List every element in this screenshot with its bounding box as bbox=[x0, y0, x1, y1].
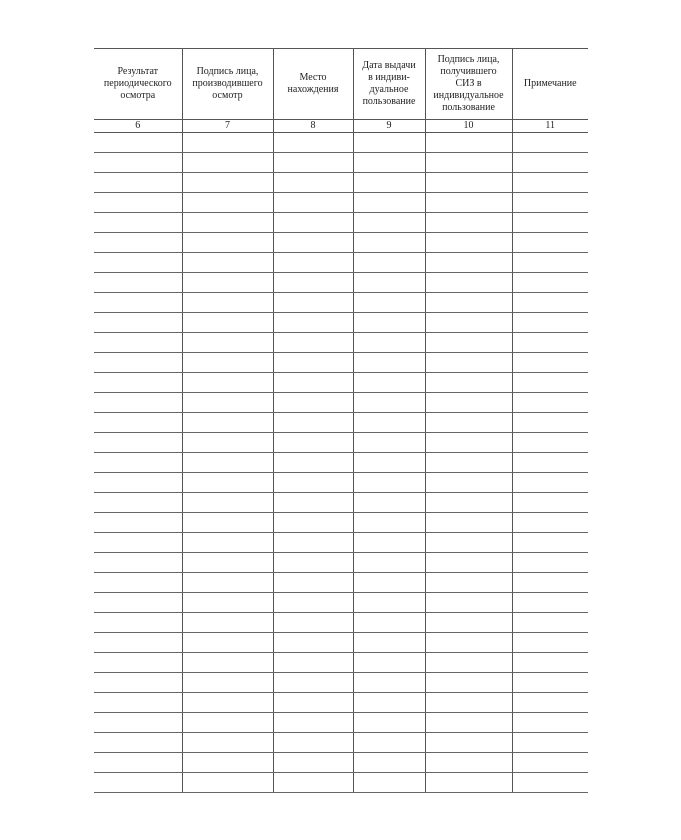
table-cell bbox=[512, 253, 588, 273]
table-row bbox=[94, 533, 588, 553]
table-cell bbox=[425, 193, 512, 213]
table-cell bbox=[182, 773, 273, 793]
table-cell bbox=[353, 133, 425, 153]
table-cell bbox=[182, 173, 273, 193]
table-cell bbox=[353, 733, 425, 753]
table-cell bbox=[182, 153, 273, 173]
table-row bbox=[94, 773, 588, 793]
table-row bbox=[94, 433, 588, 453]
table-cell bbox=[94, 373, 182, 393]
table-row bbox=[94, 293, 588, 313]
table-cell bbox=[273, 473, 353, 493]
table-cell bbox=[182, 433, 273, 453]
table-cell bbox=[182, 393, 273, 413]
table-row bbox=[94, 693, 588, 713]
table-cell bbox=[182, 253, 273, 273]
table-cell bbox=[273, 333, 353, 353]
table-row bbox=[94, 233, 588, 253]
table-cell bbox=[273, 493, 353, 513]
table-row bbox=[94, 573, 588, 593]
table-cell bbox=[425, 373, 512, 393]
table-cell bbox=[512, 733, 588, 753]
table-cell bbox=[182, 233, 273, 253]
table-cell bbox=[182, 633, 273, 653]
table-row bbox=[94, 713, 588, 733]
column-number: 9 bbox=[353, 120, 425, 133]
table-cell bbox=[512, 213, 588, 233]
table-cell bbox=[94, 293, 182, 313]
table-cell bbox=[353, 233, 425, 253]
table-cell bbox=[353, 213, 425, 233]
table-cell bbox=[273, 673, 353, 693]
table-cell bbox=[94, 233, 182, 253]
table-cell bbox=[512, 413, 588, 433]
table-cell bbox=[182, 713, 273, 733]
table-cell bbox=[353, 173, 425, 193]
table-row bbox=[94, 553, 588, 573]
table-cell bbox=[273, 693, 353, 713]
table-cell bbox=[425, 393, 512, 413]
table-cell bbox=[425, 253, 512, 273]
table-cell bbox=[425, 333, 512, 353]
table-cell bbox=[273, 313, 353, 333]
table-cell bbox=[273, 633, 353, 653]
table-cell bbox=[353, 553, 425, 573]
table-cell bbox=[94, 413, 182, 433]
table-cell bbox=[425, 493, 512, 513]
table-cell bbox=[273, 433, 353, 453]
table-cell bbox=[273, 373, 353, 393]
table-cell bbox=[425, 473, 512, 493]
header-issue-date: Дата выдачи в индиви- дуальное пользование bbox=[353, 49, 425, 120]
table-cell bbox=[425, 613, 512, 633]
table-cell bbox=[273, 733, 353, 753]
table-row bbox=[94, 213, 588, 233]
column-number: 11 bbox=[512, 120, 588, 133]
table-cell bbox=[273, 773, 353, 793]
table-cell bbox=[94, 713, 182, 733]
table-cell bbox=[512, 653, 588, 673]
table-cell bbox=[182, 753, 273, 773]
table-cell bbox=[182, 133, 273, 153]
table-cell bbox=[182, 693, 273, 713]
table-cell bbox=[94, 773, 182, 793]
table-cell bbox=[353, 573, 425, 593]
table-row bbox=[94, 253, 588, 273]
table-cell bbox=[94, 133, 182, 153]
table-cell bbox=[425, 673, 512, 693]
table-cell bbox=[425, 453, 512, 473]
table-cell bbox=[94, 673, 182, 693]
table-row bbox=[94, 753, 588, 773]
table-cell bbox=[425, 553, 512, 573]
table-row bbox=[94, 373, 588, 393]
header-location: Место нахождения bbox=[273, 49, 353, 120]
table-cell bbox=[182, 473, 273, 493]
table-cell bbox=[425, 153, 512, 173]
table-cell bbox=[94, 313, 182, 333]
table-row bbox=[94, 493, 588, 513]
table-cell bbox=[425, 173, 512, 193]
table-cell bbox=[512, 573, 588, 593]
table-cell bbox=[94, 173, 182, 193]
table-cell bbox=[425, 133, 512, 153]
table-cell bbox=[512, 373, 588, 393]
table-cell bbox=[182, 573, 273, 593]
table-cell bbox=[182, 193, 273, 213]
table-row bbox=[94, 153, 588, 173]
table-cell bbox=[353, 293, 425, 313]
table-cell bbox=[425, 233, 512, 253]
table-cell bbox=[425, 693, 512, 713]
inspection-log-table bbox=[94, 48, 588, 793]
table-cell bbox=[182, 513, 273, 533]
table-cell bbox=[273, 533, 353, 553]
table-cell bbox=[94, 193, 182, 213]
table-cell bbox=[512, 613, 588, 633]
table-cell bbox=[182, 493, 273, 513]
table-cell bbox=[425, 573, 512, 593]
table-row bbox=[94, 733, 588, 753]
table-cell bbox=[182, 273, 273, 293]
table-cell bbox=[425, 273, 512, 293]
table-cell bbox=[273, 573, 353, 593]
table-cell bbox=[512, 693, 588, 713]
table-cell bbox=[182, 553, 273, 573]
table-cell bbox=[512, 233, 588, 253]
table-cell bbox=[512, 273, 588, 293]
table-cell bbox=[94, 593, 182, 613]
table-cell bbox=[353, 273, 425, 293]
table-cell bbox=[353, 373, 425, 393]
table-cell bbox=[94, 433, 182, 453]
table-cell bbox=[94, 573, 182, 593]
table-cell bbox=[512, 393, 588, 413]
table-cell bbox=[94, 493, 182, 513]
table-cell bbox=[353, 593, 425, 613]
table-cell bbox=[353, 473, 425, 493]
table-cell bbox=[94, 553, 182, 573]
table-body bbox=[94, 133, 588, 793]
table-cell bbox=[353, 753, 425, 773]
table-cell bbox=[512, 753, 588, 773]
table-cell bbox=[512, 713, 588, 733]
table-cell bbox=[182, 613, 273, 633]
header-note: Примечание bbox=[512, 49, 588, 120]
table-cell bbox=[182, 453, 273, 473]
table-cell bbox=[512, 553, 588, 573]
column-number: 7 bbox=[182, 120, 273, 133]
table-cell bbox=[353, 613, 425, 633]
table-cell bbox=[182, 673, 273, 693]
table-cell bbox=[182, 533, 273, 553]
table-cell bbox=[353, 353, 425, 373]
table-cell bbox=[512, 773, 588, 793]
table-row bbox=[94, 173, 588, 193]
table-cell bbox=[512, 193, 588, 213]
table-cell bbox=[425, 513, 512, 533]
table-cell bbox=[512, 493, 588, 513]
table-row bbox=[94, 453, 588, 473]
table-cell bbox=[273, 233, 353, 253]
table-cell bbox=[353, 453, 425, 473]
table-cell bbox=[512, 313, 588, 333]
table-cell bbox=[182, 333, 273, 353]
table-row bbox=[94, 633, 588, 653]
table-cell bbox=[512, 173, 588, 193]
table-cell bbox=[273, 393, 353, 413]
table-cell bbox=[353, 633, 425, 653]
table-cell bbox=[353, 253, 425, 273]
table-cell bbox=[425, 413, 512, 433]
table-cell bbox=[94, 533, 182, 553]
table-cell bbox=[512, 673, 588, 693]
table-cell bbox=[273, 713, 353, 733]
table-cell bbox=[353, 493, 425, 513]
table-cell bbox=[273, 253, 353, 273]
table-row bbox=[94, 513, 588, 533]
table-cell bbox=[353, 433, 425, 453]
table-cell bbox=[182, 653, 273, 673]
table-cell bbox=[353, 533, 425, 553]
table-row bbox=[94, 413, 588, 433]
table-row bbox=[94, 133, 588, 153]
table-cell bbox=[353, 773, 425, 793]
table-cell bbox=[353, 193, 425, 213]
table-cell bbox=[353, 673, 425, 693]
table-cell bbox=[425, 213, 512, 233]
table-cell bbox=[182, 353, 273, 373]
table-cell bbox=[94, 253, 182, 273]
table-cell bbox=[182, 733, 273, 753]
table-cell bbox=[425, 633, 512, 653]
table-cell bbox=[94, 633, 182, 653]
header-periodic-inspection-result: Результат периодического осмотра bbox=[94, 49, 182, 120]
column-number: 10 bbox=[425, 120, 512, 133]
column-number: 6 bbox=[94, 120, 182, 133]
table-cell bbox=[273, 553, 353, 573]
table-cell bbox=[512, 513, 588, 533]
column-number: 8 bbox=[273, 120, 353, 133]
table-cell bbox=[182, 213, 273, 233]
table-cell bbox=[425, 433, 512, 453]
header-recipient-signature: Подпись лица, получившего СИЗ в индивидуальное пользование bbox=[425, 49, 512, 120]
table-cell bbox=[425, 313, 512, 333]
table-row bbox=[94, 273, 588, 293]
header-inspector-signature: Подпись лица, производившего осмотр bbox=[182, 49, 273, 120]
table-cell bbox=[425, 713, 512, 733]
table-cell bbox=[273, 593, 353, 613]
table-row bbox=[94, 593, 588, 613]
table-cell bbox=[512, 153, 588, 173]
table-cell bbox=[273, 153, 353, 173]
table-cell bbox=[425, 753, 512, 773]
table-cell bbox=[273, 173, 353, 193]
table-cell bbox=[353, 513, 425, 533]
table-cell bbox=[94, 613, 182, 633]
table-cell bbox=[273, 293, 353, 313]
table-cell bbox=[94, 333, 182, 353]
table-cell bbox=[353, 653, 425, 673]
table-cell bbox=[182, 293, 273, 313]
table-cell bbox=[512, 593, 588, 613]
table-cell bbox=[353, 393, 425, 413]
table-cell bbox=[512, 293, 588, 313]
header-row bbox=[94, 49, 588, 120]
table-row bbox=[94, 613, 588, 633]
table-cell bbox=[512, 133, 588, 153]
table-cell bbox=[273, 213, 353, 233]
table-cell bbox=[94, 273, 182, 293]
table-cell bbox=[273, 753, 353, 773]
table-cell bbox=[182, 413, 273, 433]
table-cell bbox=[273, 273, 353, 293]
table-cell bbox=[353, 693, 425, 713]
table-cell bbox=[273, 653, 353, 673]
table-row bbox=[94, 673, 588, 693]
table-row bbox=[94, 473, 588, 493]
table-cell bbox=[273, 353, 353, 373]
table-cell bbox=[273, 613, 353, 633]
table-cell bbox=[512, 453, 588, 473]
table-cell bbox=[94, 513, 182, 533]
column-number-row bbox=[94, 120, 588, 133]
table-row bbox=[94, 353, 588, 373]
table-cell bbox=[273, 453, 353, 473]
table-cell bbox=[94, 393, 182, 413]
table-cell bbox=[353, 333, 425, 353]
table-cell bbox=[94, 453, 182, 473]
table-cell bbox=[353, 153, 425, 173]
table-cell bbox=[512, 433, 588, 453]
table-row bbox=[94, 193, 588, 213]
table-row bbox=[94, 653, 588, 673]
table-cell bbox=[273, 133, 353, 153]
table-cell bbox=[512, 353, 588, 373]
table-cell bbox=[425, 353, 512, 373]
table-cell bbox=[425, 533, 512, 553]
table-cell bbox=[182, 313, 273, 333]
table-cell bbox=[425, 733, 512, 753]
table-cell bbox=[94, 693, 182, 713]
table-cell bbox=[353, 713, 425, 733]
table-cell bbox=[273, 513, 353, 533]
table-cell bbox=[94, 653, 182, 673]
table-cell bbox=[512, 473, 588, 493]
table-cell bbox=[94, 353, 182, 373]
table-cell bbox=[425, 773, 512, 793]
table-cell bbox=[512, 333, 588, 353]
table-cell bbox=[94, 213, 182, 233]
table-cell bbox=[94, 733, 182, 753]
table-cell bbox=[182, 373, 273, 393]
table-cell bbox=[94, 753, 182, 773]
table-cell bbox=[353, 313, 425, 333]
table-row bbox=[94, 333, 588, 353]
table-cell bbox=[353, 413, 425, 433]
table-cell bbox=[512, 533, 588, 553]
table-cell bbox=[425, 293, 512, 313]
table-cell bbox=[273, 193, 353, 213]
table-cell bbox=[182, 593, 273, 613]
table-row bbox=[94, 393, 588, 413]
table-cell bbox=[425, 653, 512, 673]
table-cell bbox=[94, 153, 182, 173]
table-cell bbox=[94, 473, 182, 493]
table-cell bbox=[512, 633, 588, 653]
table-row bbox=[94, 313, 588, 333]
table-cell bbox=[425, 593, 512, 613]
table-cell bbox=[273, 413, 353, 433]
